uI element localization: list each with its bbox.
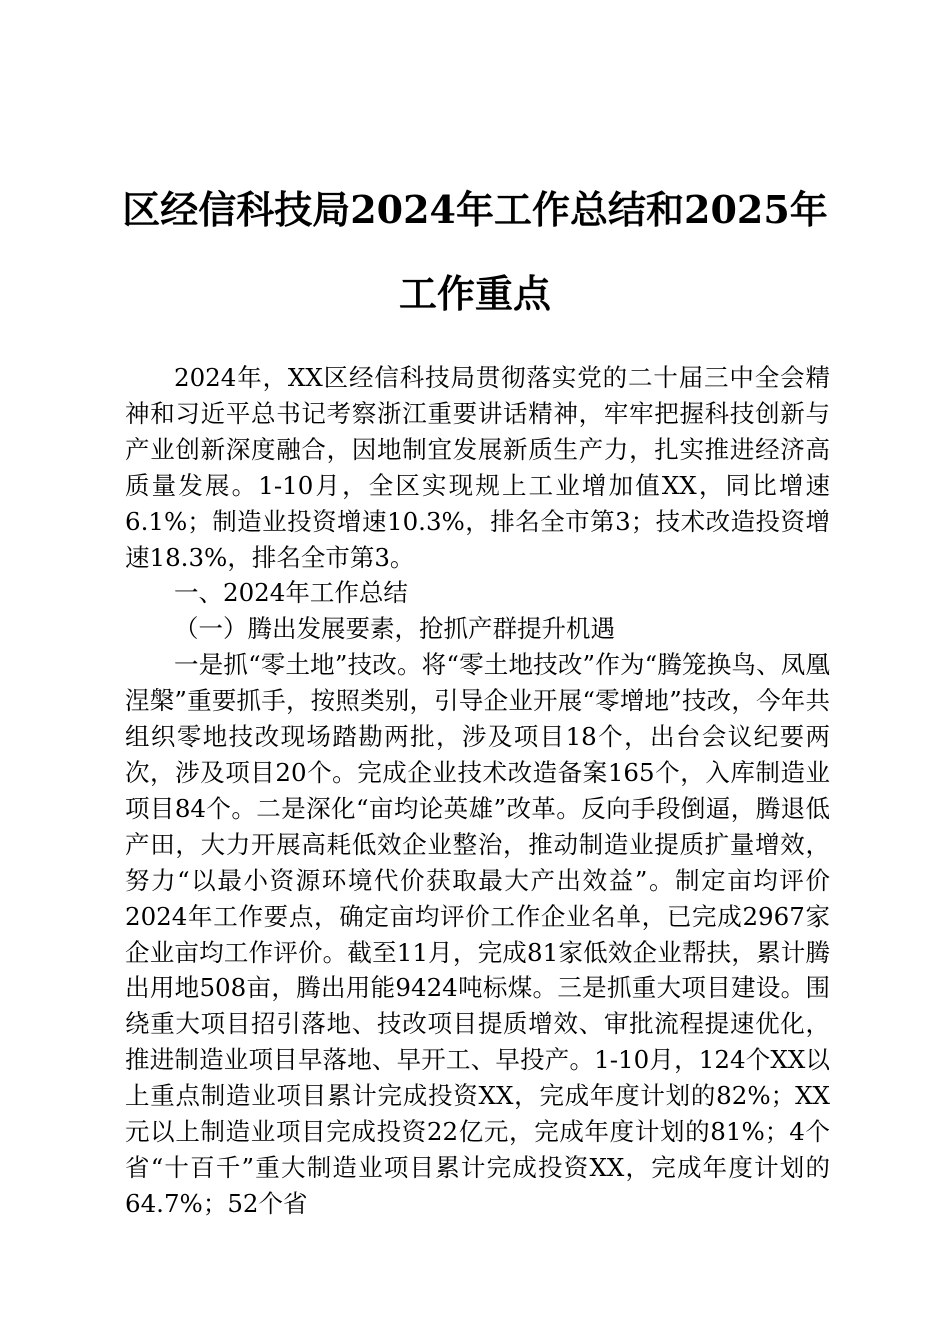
subsection-paragraph: 一是抓“零土地”技改。将“零土地技改”作为“腾笼换鸟、凤凰涅槃”重要抓手，按照类别，引导企业开展“零增地”技改，今年共组织零地技改现场踏勘两批，涉及项目18个，出台会议纪要两次，涉及项目20个。完成企业技术改造备案165个，入库制造业项目84个。二是深化“亩均论英雄”改革。反向手段倒逼，腾退低产田，大力开展高耗低效企业整治，推动制造业提质扩量增效，努力“以最小资源环境代价获取最大产出效益”。制定亩均评价2024年工作要点，确定亩均评价工作企业名单，已完成2967家企业亩均工作评价。截至11月，完成81家低效企业帮扶，累计腾出用地508亩，腾出用能9424吨标煤。三是抓重大项目建设。围绕重大项目招引落地、技改项目提质增效、审批流程提速优化，推进制造业项目早落地、早开工、早投产。1-10月，124个XX以上重点制造业项目累计完成投资XX，完成年度计划的82%；XX元以上制造业项目完成投资22亿元，完成年度计划的81%；4个省“十百千”重大制造业项目累计完成投资XX，完成年度计划的64.7%；52个省 (125, 650, 830, 1218)
document-body (125, 360, 830, 1222)
document-title: 区经信科技局2024年工作总结和2025年工作重点 (122, 187, 828, 316)
subsection-heading: （一）腾出发展要素，抢抓产群提升机遇 (174, 614, 615, 644)
section-heading: 一、2024年工作总结 (174, 578, 408, 608)
intro-paragraph: 2024年，XX区经信科技局贯彻落实党的二十届三中全会精神和习近平总书记考察浙江重要讲话精神，牢牢把握科技创新与产业创新深度融合，因地制宜发展新质生产力，扎实推进经济高质量发展。1-10月，全区实现规上工业增加值XX，同比增速6.1%；制造业投资增速10.3%，排名全市第3；技术改造投资增速18.3%，排名全市第3。 (125, 363, 830, 572)
